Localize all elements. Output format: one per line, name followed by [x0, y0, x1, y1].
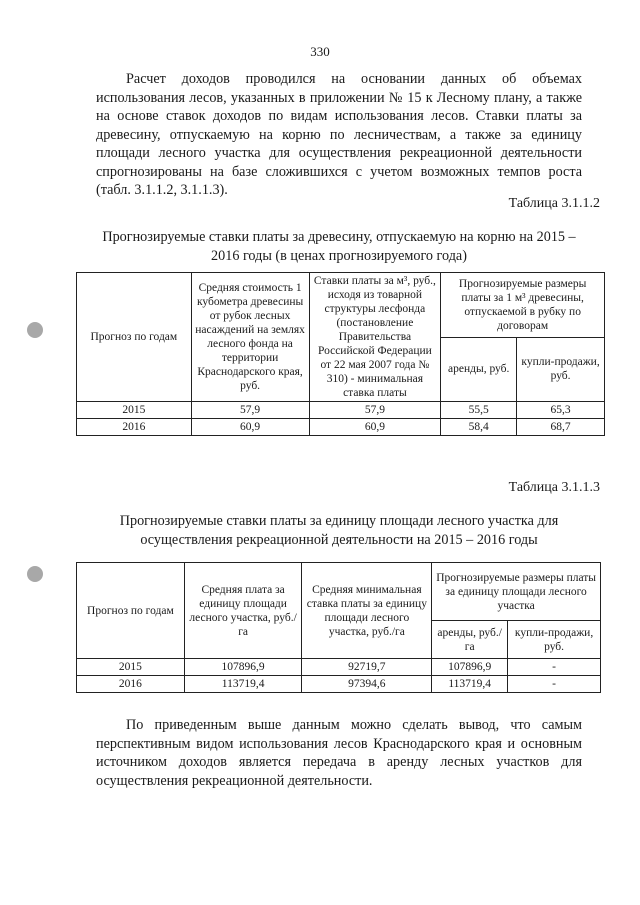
table2-cell-lease: 113719,4 — [432, 676, 508, 693]
table1-cell-avg: 57,9 — [191, 402, 309, 419]
table2-cell-year: 2015 — [77, 659, 185, 676]
table2-header-avg: Средняя плата за единицу площади лесного участка, руб./га — [184, 563, 302, 659]
table2-cell-sale: - — [508, 659, 601, 676]
table1-cell-lease: 55,5 — [441, 402, 517, 419]
table2-title: Прогнозируемые ставки платы за единицу площади лесного участка для осуществления рекреационной деятельности на 2015 – 2016 годы — [119, 513, 559, 548]
table1-cell-min: 57,9 — [309, 402, 441, 419]
table1-cell-sale: 68,7 — [517, 419, 605, 436]
table2-cell-min: 97394,6 — [302, 676, 432, 693]
table2-recreation-rates — [76, 562, 601, 693]
table1-title: Прогнозируемые ставки платы за древесину, отпускаемую на корню на 2015 – 2016 годы (в ценах прогнозируемого года) — [102, 229, 576, 264]
table2-cell-year: 2016 — [77, 676, 185, 693]
table2-cell-min: 92719,7 — [302, 659, 432, 676]
table1-cell-lease: 58,4 — [441, 419, 517, 436]
table2-cell-avg: 113719,4 — [184, 676, 302, 693]
binder-hole-decoration — [27, 566, 43, 582]
table1-label: Таблица 3.1.1.2 — [508, 196, 600, 211]
table-row — [77, 402, 605, 419]
table1-forest-rates — [76, 272, 605, 436]
table1-header-purchase: купли-продажи, руб. — [517, 337, 605, 402]
table2-label: Таблица 3.1.1.3 — [508, 480, 600, 495]
table1-cell-sale: 65,3 — [517, 402, 605, 419]
table1-cell-min: 60,9 — [309, 419, 441, 436]
table1-cell-year: 2016 — [77, 419, 192, 436]
table1-header-avg-cost: Средняя стоимость 1 кубометра древесины от рубок лесных насаждений на землях лесного фонда на территории Краснодарского края, руб. — [191, 273, 309, 402]
table2-header-lease: аренды, руб./га — [432, 621, 508, 659]
table1-header-rates: Ставки платы за м³, руб., исходя из товарной структуры лесфонда (постановление Правительства Российской Федерации от 22 мая 2007 года № 310) - минимальная ставка платы — [309, 273, 441, 402]
table2-header-min: Средняя минимальная ставка платы за единицу площади лесного участка, руб./га — [302, 563, 432, 659]
table1-header-forecast: Прогноз по годам — [77, 273, 192, 402]
table2-header-projected: Прогнозируемые размеры платы за единицу площади лесного участка — [432, 563, 601, 621]
table-row — [77, 676, 601, 693]
table2-cell-sale: - — [508, 676, 601, 693]
table2-header-purchase: купли-продажи, руб. — [508, 621, 601, 659]
table1-header-projected: Прогнозируемые размеры платы за 1 м³ древесины, отпускаемой в рубку по договорам — [441, 273, 605, 338]
binder-hole-decoration — [27, 322, 43, 338]
intro-paragraph: Расчет доходов проводился на основании данных об объемах использования лесов, указанных в приложении № 15 к Лесному плану, а также на основе ставок доходов по видам использования лесов. Ставки платы за древесину, отпускаемую на корню по лесничествам, а также за единицу площади лесного участка для осуществления рекреационной деятельности спрогнозированы на базе сложившихся с учетом возможных темпов роста (табл. 3.1.1.2, 3.1.1.3). — [96, 71, 582, 198]
table2-cell-avg: 107896,9 — [184, 659, 302, 676]
conclusion-paragraph: По приведенным выше данным можно сделать вывод, что самым перспективным видом использования лесов Краснодарского края и основным источником доходов является передача в аренду лесных участков для осуществления рекреационной деятельности. — [96, 717, 582, 789]
table1-cell-avg: 60,9 — [191, 419, 309, 436]
table-row — [77, 659, 601, 676]
table2-cell-lease: 107896,9 — [432, 659, 508, 676]
table1-header-lease: аренды, руб. — [441, 337, 517, 402]
table1-cell-year: 2015 — [77, 402, 192, 419]
table2-header-forecast: Прогноз по годам — [77, 563, 185, 659]
page-number: 330 — [310, 44, 330, 59]
table-row — [77, 419, 605, 436]
